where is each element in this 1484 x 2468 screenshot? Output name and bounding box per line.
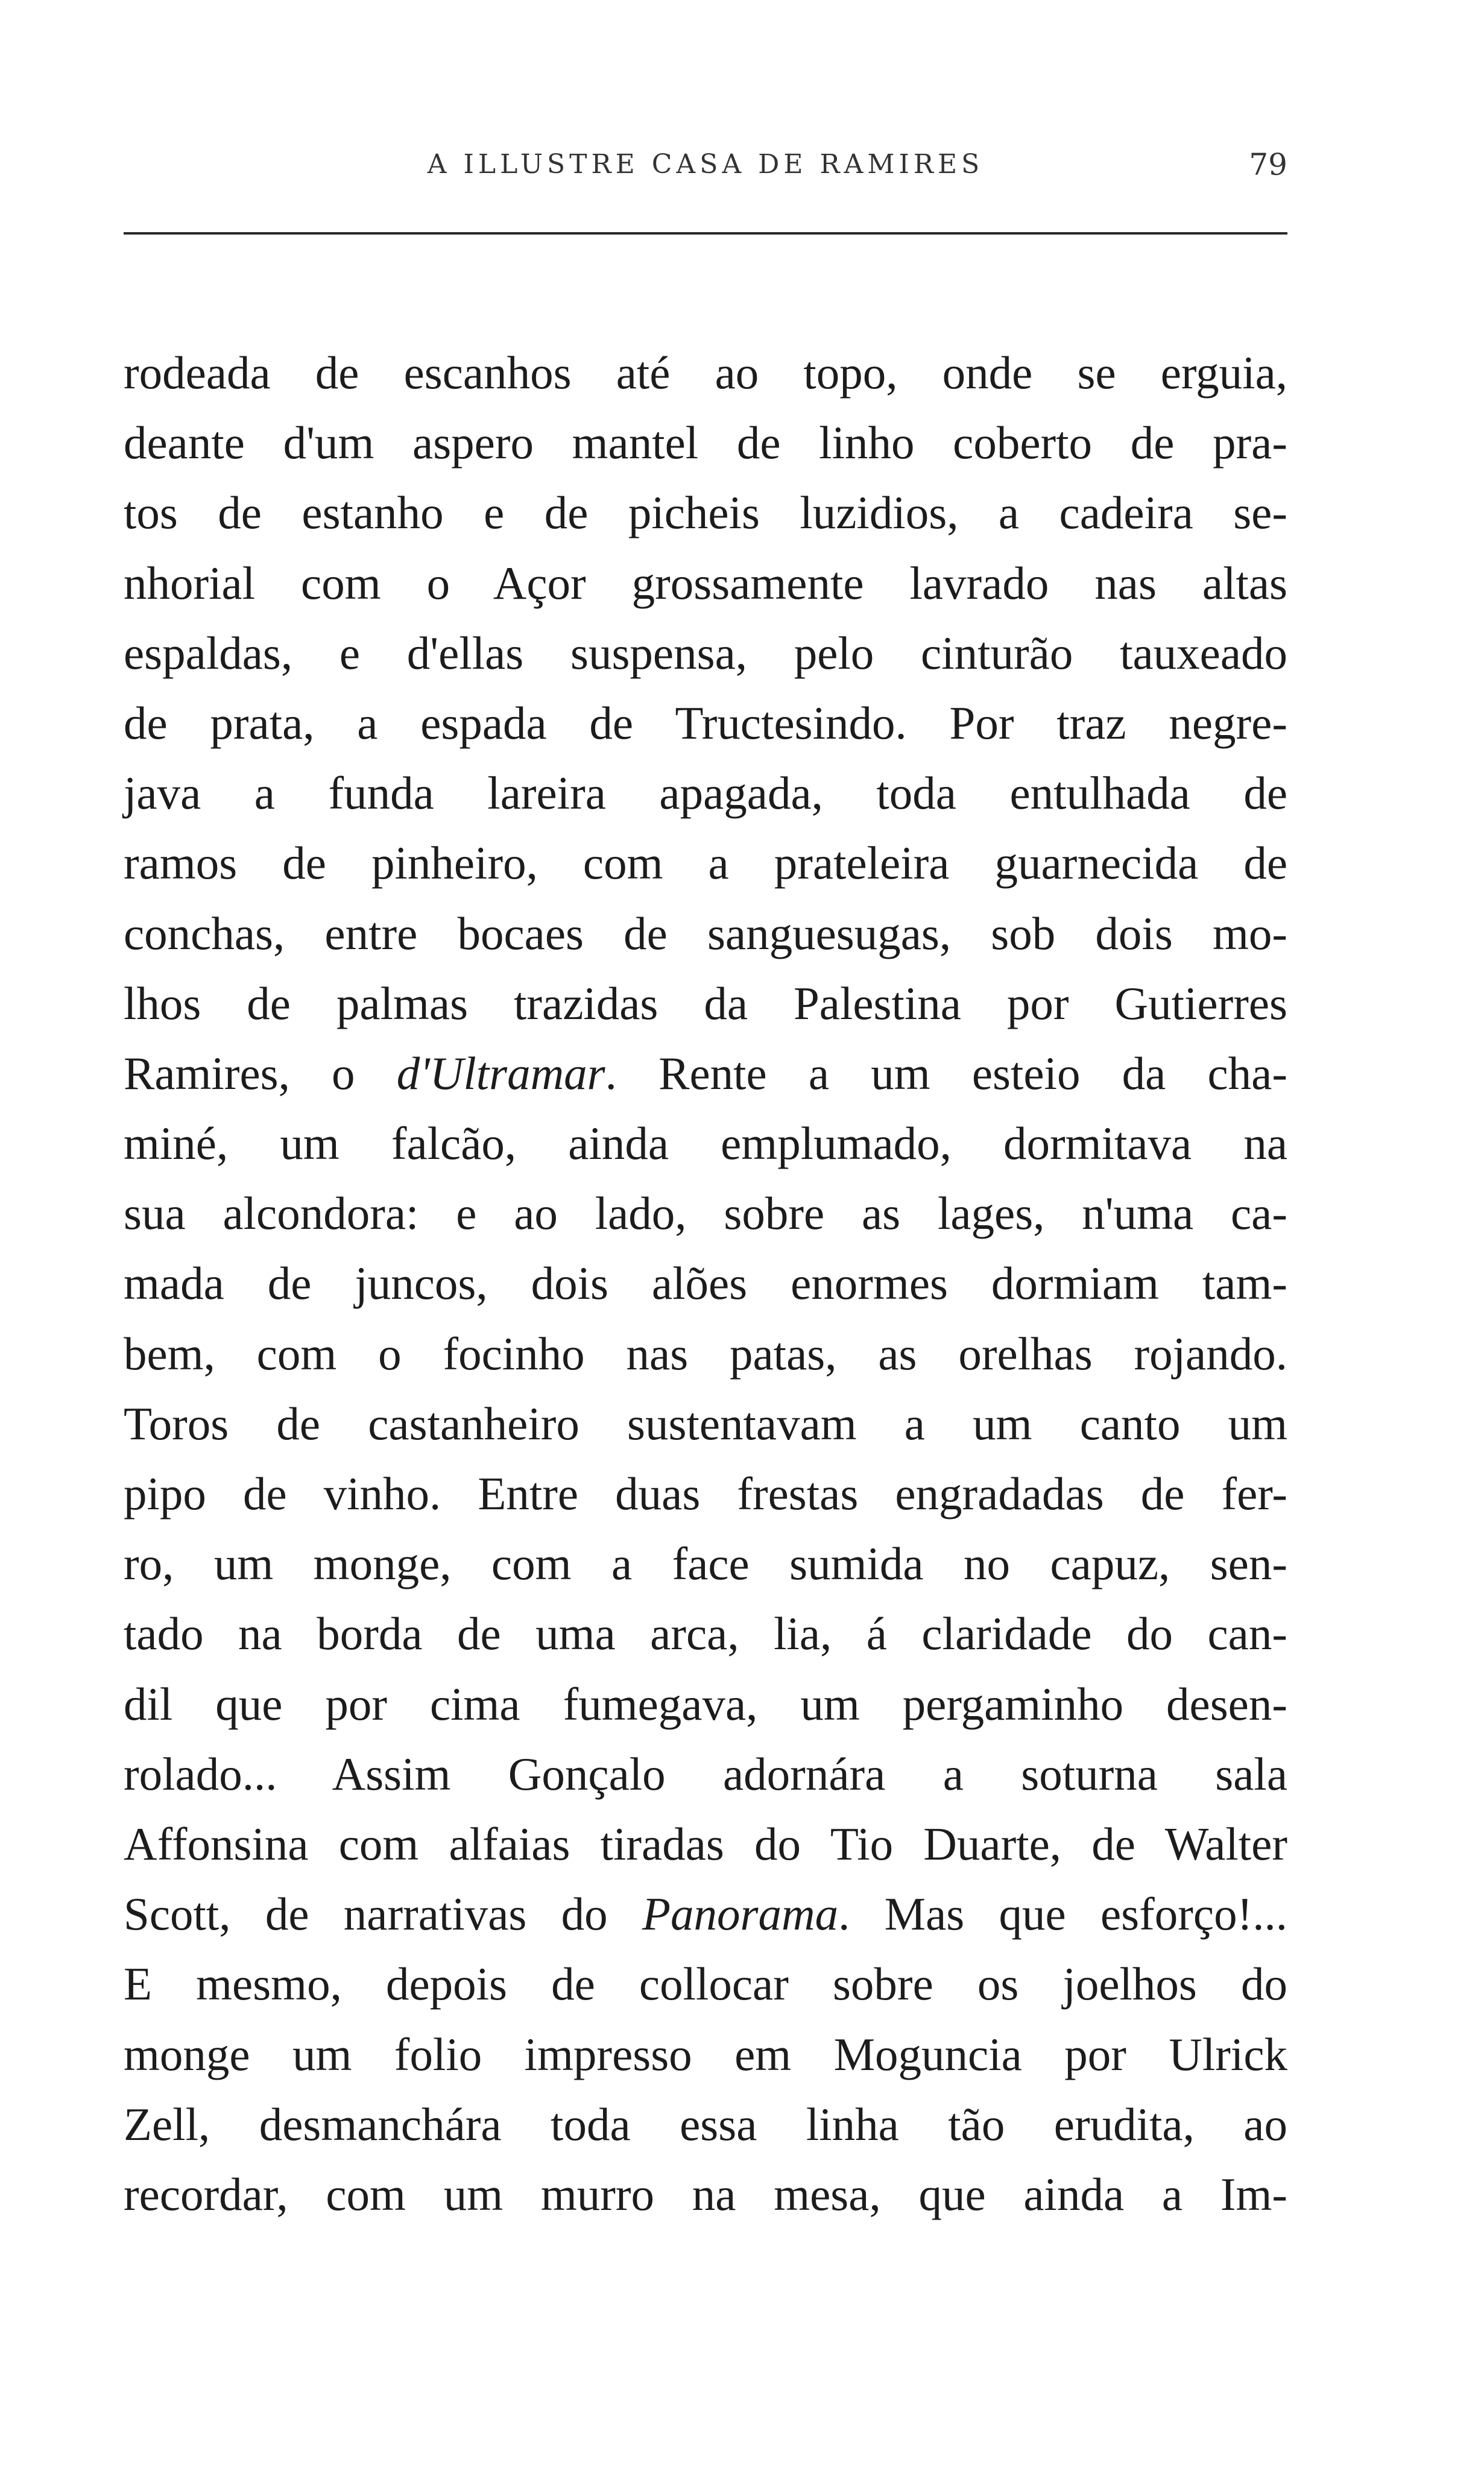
text-line: pipo de vinho. Entre duas frestas engradadas de fer- [124, 1468, 1287, 1520]
text-line: Scott, de narrativas do Panorama. Mas que esforço!... [124, 1888, 1287, 1940]
text-line: nhorial com o Açor grossamente lavrado nas altas [124, 557, 1287, 609]
text-line: java a funda lareira apagada, toda entulhada de [124, 767, 1287, 819]
text-line: ro, um monge, com a face sumida no capuz, sen- [124, 1538, 1287, 1590]
text-line: monge um folio impresso em Moguncia por Ulrick [124, 2028, 1287, 2080]
italic-phrase: Panorama [642, 1888, 839, 1940]
text-line: tado na borda de uma arca, lia, á claridade do can- [124, 1608, 1287, 1660]
header-rule [124, 232, 1287, 235]
text-line: bem, com o focinho nas patas, as orelhas rojando. [124, 1327, 1287, 1380]
body-text [124, 338, 1287, 2229]
text-line: Toros de castanheiro sustentavam a um canto um [124, 1397, 1287, 1450]
text-line: lhos de palmas trazidas da Palestina por Gutierres [124, 977, 1287, 1029]
page-number: 79 [1249, 147, 1287, 182]
text-line: E mesmo, depois de collocar sobre os joelhos do [124, 1958, 1287, 2010]
text-line: rolado... Assim Gonçalo adornára a soturna sala [124, 1747, 1287, 1800]
text-line: conchas, entre bocaes de sanguesugas, sob dois mo- [124, 907, 1287, 959]
text-line: miné, um falcão, ainda emplumado, dormitava na [124, 1117, 1287, 1170]
running-title: A ILLUSTRE CASA DE RAMIRES [427, 149, 984, 180]
text-line: Zell, desmanchára toda essa linha tão erudita, ao [124, 2098, 1287, 2150]
text-line: recordar, com um murro na mesa, que ainda a Im- [124, 2168, 1287, 2220]
text-line: de prata, a espada de Tructesindo. Por traz negre- [124, 696, 1287, 749]
text-line: rodeada de escanhos até ao topo, onde se erguia, [124, 347, 1287, 399]
text-line: espaldas, e d'ellas suspensa, pelo cinturão tauxeado [124, 626, 1287, 679]
text-line: tos de estanho e de picheis luzidios, a cadeira se- [124, 487, 1287, 539]
text-line: ramos de pinheiro, com a prateleira guarnecida de [124, 837, 1287, 889]
text-line: dil que por cima fumegava, um pergaminho desen- [124, 1677, 1287, 1730]
italic-phrase: d'Ultramar [396, 1047, 605, 1099]
text-line: sua alcondora: e ao lado, sobre as lages, n'uma ca- [124, 1187, 1287, 1240]
page-header [124, 144, 1287, 186]
text-line: Ramires, o d'Ultramar. Rente a um esteio da cha- [124, 1047, 1288, 1099]
text-line: deante d'um aspero mantel de linho coberto de pra- [124, 417, 1287, 469]
text-line: Affonsina com alfaias tiradas do Tio Duarte, de Walter [124, 1817, 1287, 1870]
text-line: mada de juncos, dois alões enormes dormiam tam- [124, 1257, 1287, 1310]
